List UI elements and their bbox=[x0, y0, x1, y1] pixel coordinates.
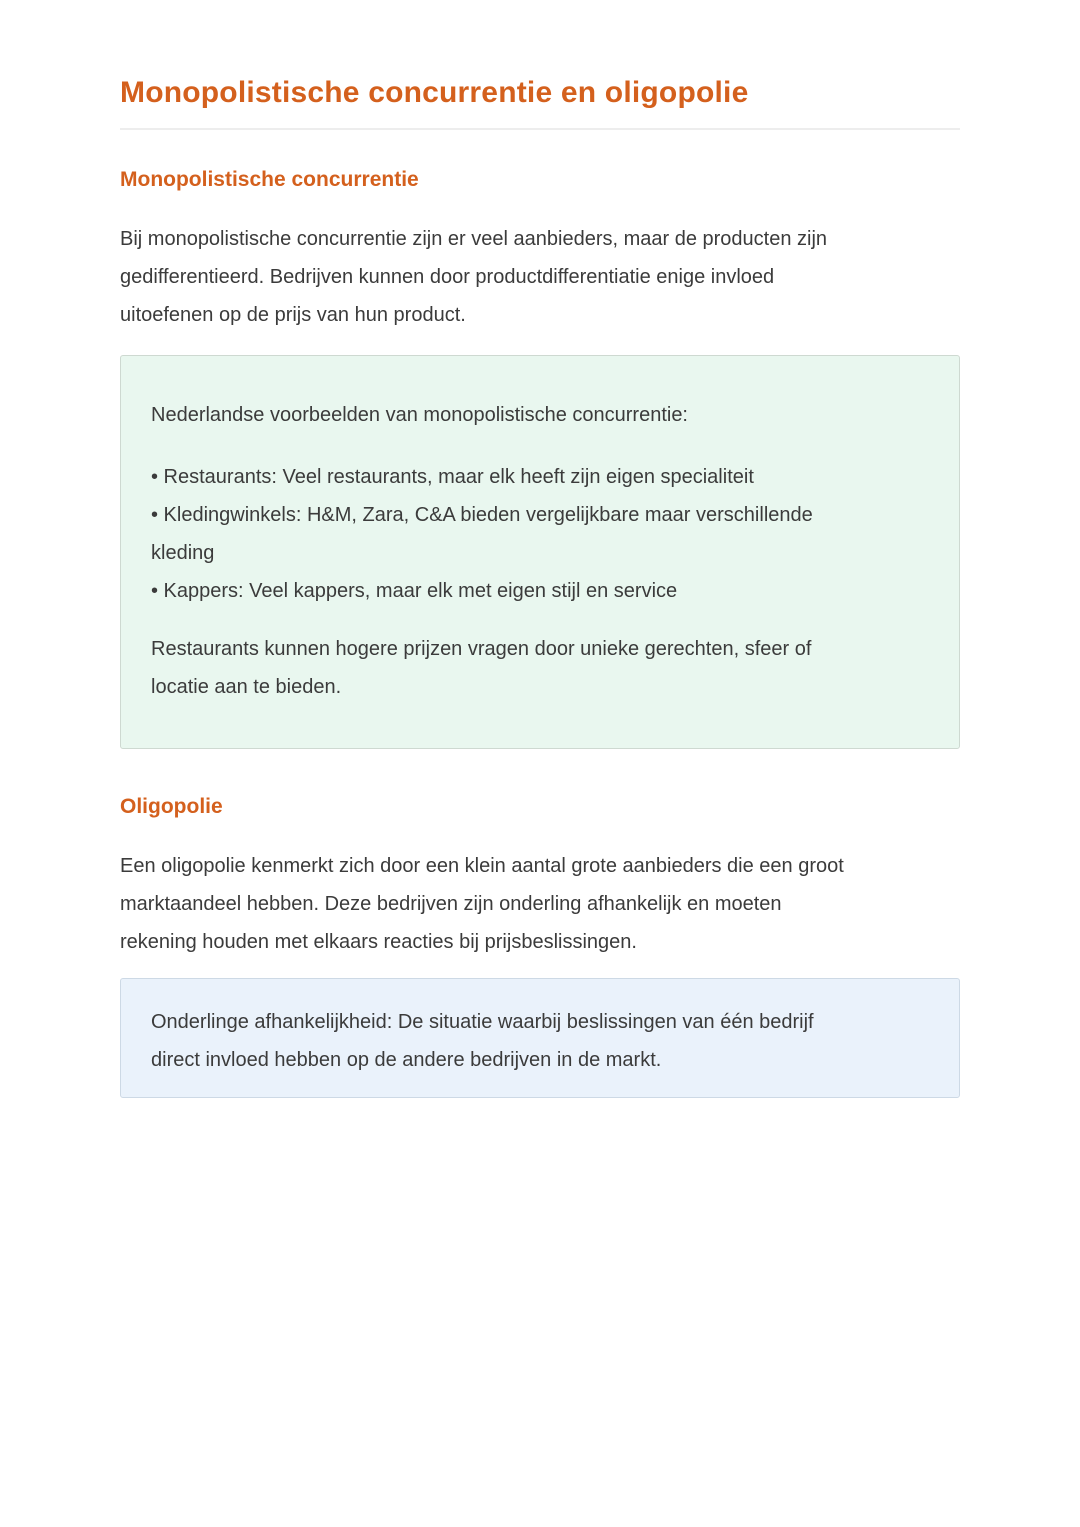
text-line: Restaurants kunnen hogere prijzen vragen door unieke gerechten, sfeer of bbox=[151, 638, 812, 660]
section-heading-monopolistische-concurrentie: Monopolistische concurrentie bbox=[120, 168, 419, 191]
text-line: Een oligopolie kenmerkt zich door een klein aantal grote aanbieders die een groot bbox=[120, 855, 844, 877]
examples-callout-box bbox=[120, 355, 960, 749]
body-paragraph-oligopolie bbox=[120, 847, 960, 961]
body-paragraph-monopolistische bbox=[120, 220, 960, 334]
text-line: Onderlinge afhankelijkheid: De situatie waarbij beslissingen van één bedrijf bbox=[151, 1011, 814, 1033]
text-line: gedifferentieerd. Bedrijven kunnen door productdifferentiatie enige invloed bbox=[120, 266, 775, 288]
section-heading-oligopolie: Oligopolie bbox=[120, 795, 223, 818]
definition-text bbox=[151, 1003, 929, 1079]
text-line: kleding bbox=[151, 542, 215, 564]
callout-bullet-list bbox=[151, 458, 929, 610]
text-line: • Kledingwinkels: H&M, Zara, C&A bieden vergelijkbare maar verschillende bbox=[151, 504, 813, 526]
text-line: direct invloed hebben op de andere bedrijven in de markt. bbox=[151, 1049, 662, 1071]
text-line: Bij monopolistische concurrentie zijn er veel aanbieders, maar de producten zijn bbox=[120, 228, 828, 250]
text-line: rekening houden met elkaars reacties bij prijsbeslissingen. bbox=[120, 931, 637, 953]
text-line: uitoefenen op de prijs van hun product. bbox=[120, 304, 466, 326]
title-divider bbox=[120, 128, 960, 130]
callout-intro bbox=[151, 396, 929, 434]
text-line: Nederlandse voorbeelden van monopolistische concurrentie: bbox=[151, 404, 688, 426]
definition-callout-box bbox=[120, 978, 960, 1098]
text-line: • Kappers: Veel kappers, maar elk met eigen stijl en service bbox=[151, 580, 678, 602]
text-line: marktaandeel hebben. Deze bedrijven zijn onderling afhankelijk en moeten bbox=[120, 893, 782, 915]
text-line: locatie aan te bieden. bbox=[151, 676, 342, 698]
page-title: Monopolistische concurrentie en oligopolie bbox=[120, 76, 749, 109]
callout-outro bbox=[151, 630, 929, 706]
text-line: • Restaurants: Veel restaurants, maar elk heeft zijn eigen specialiteit bbox=[151, 466, 754, 488]
